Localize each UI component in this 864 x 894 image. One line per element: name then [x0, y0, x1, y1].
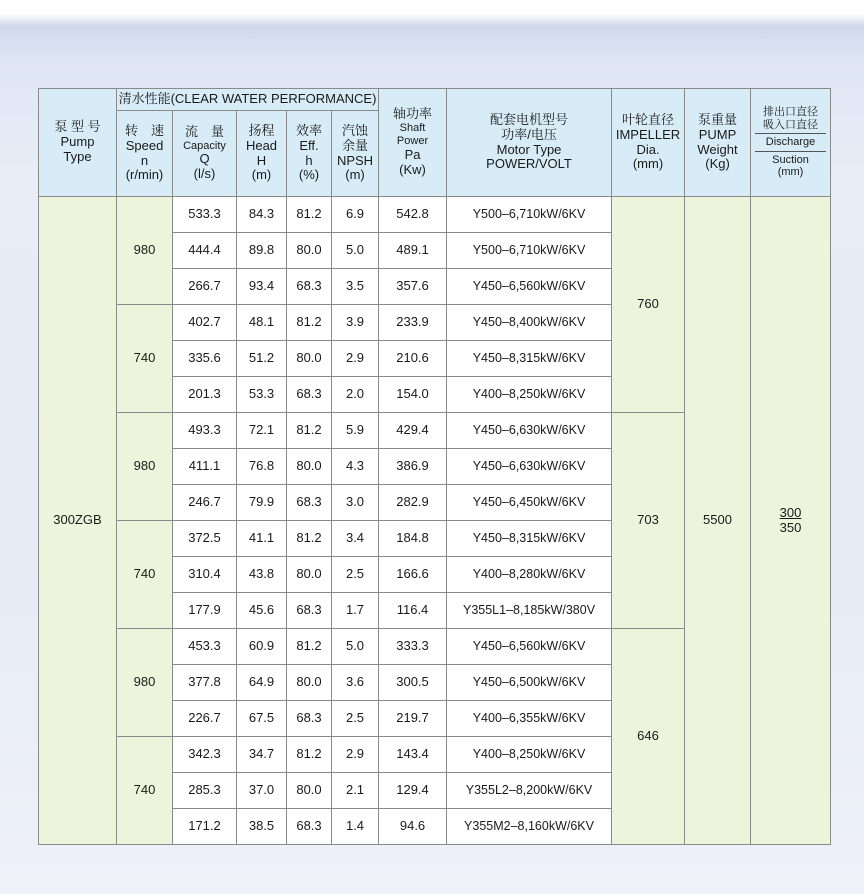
shaft-power-cell: 210.6: [379, 341, 447, 377]
npsh-cell: 2.5: [332, 557, 379, 593]
efficiency-cell: 68.3: [287, 701, 332, 737]
head-cell: 84.3: [237, 197, 287, 233]
head-cell: 38.5: [237, 809, 287, 845]
efficiency-cell: 68.3: [287, 377, 332, 413]
npsh-cell: 1.7: [332, 593, 379, 629]
head-cell: 64.9: [237, 665, 287, 701]
header-capacity: 流 量 Capacity Q (l/s): [173, 111, 237, 197]
motor-cell: Y355M2–8,160kW/6KV: [447, 809, 612, 845]
head-cell: 41.1: [237, 521, 287, 557]
impeller-cell: 703: [612, 413, 685, 629]
capacity-cell: 342.3: [173, 737, 237, 773]
pump-type-cell: 300ZGB: [39, 197, 117, 845]
capacity-cell: 377.8: [173, 665, 237, 701]
impeller-cell: 760: [612, 197, 685, 413]
efficiency-cell: 81.2: [287, 305, 332, 341]
header-discharge-suction: 排出口直径 吸入口直径 Discharge Suction (mm): [751, 89, 831, 197]
efficiency-cell: 80.0: [287, 557, 332, 593]
discharge-value: 300: [779, 504, 802, 520]
shaft-power-cell: 542.8: [379, 197, 447, 233]
efficiency-cell: 80.0: [287, 773, 332, 809]
shaft-power-cell: 300.5: [379, 665, 447, 701]
efficiency-cell: 68.3: [287, 485, 332, 521]
capacity-cell: 411.1: [173, 449, 237, 485]
capacity-cell: 493.3: [173, 413, 237, 449]
capacity-cell: 310.4: [173, 557, 237, 593]
capacity-cell: 201.3: [173, 377, 237, 413]
efficiency-cell: 81.2: [287, 521, 332, 557]
efficiency-cell: 68.3: [287, 809, 332, 845]
efficiency-cell: 81.2: [287, 413, 332, 449]
npsh-cell: 5.9: [332, 413, 379, 449]
head-cell: 89.8: [237, 233, 287, 269]
motor-cell: Y400–6,355kW/6KV: [447, 701, 612, 737]
npsh-cell: 2.9: [332, 737, 379, 773]
shaft-power-cell: 489.1: [379, 233, 447, 269]
shaft-power-cell: 184.8: [379, 521, 447, 557]
motor-cell: Y450–6,630kW/6KV: [447, 413, 612, 449]
head-cell: 79.9: [237, 485, 287, 521]
motor-cell: Y450–8,315kW/6KV: [447, 341, 612, 377]
motor-cell: Y400–8,250kW/6KV: [447, 377, 612, 413]
motor-cell: Y400–8,280kW/6KV: [447, 557, 612, 593]
suction-value: 350: [779, 519, 802, 535]
motor-cell: Y355L1–8,185kW/380V: [447, 593, 612, 629]
table-header: [39, 89, 831, 197]
motor-cell: Y450–6,560kW/6KV: [447, 269, 612, 305]
efficiency-cell: 80.0: [287, 449, 332, 485]
efficiency-cell: 81.2: [287, 737, 332, 773]
speed-cell: 980: [117, 629, 173, 737]
motor-cell: Y355L2–8,200kW/6KV: [447, 773, 612, 809]
efficiency-cell: 81.2: [287, 197, 332, 233]
npsh-cell: 3.0: [332, 485, 379, 521]
discharge-suction-cell: [751, 197, 831, 845]
header-motor: 配套电机型号 功率/电压 Motor Type POWER/VOLT: [447, 89, 612, 197]
header-npsh: 汽蚀 余量 NPSH (m): [332, 111, 379, 197]
efficiency-cell: 80.0: [287, 665, 332, 701]
capacity-cell: 285.3: [173, 773, 237, 809]
motor-cell: Y450–6,500kW/6KV: [447, 665, 612, 701]
head-cell: 45.6: [237, 593, 287, 629]
motor-cell: Y450–6,450kW/6KV: [447, 485, 612, 521]
table-body: [39, 197, 831, 845]
capacity-cell: 266.7: [173, 269, 237, 305]
pump-spec-table: [38, 88, 831, 845]
npsh-cell: 1.4: [332, 809, 379, 845]
head-cell: 48.1: [237, 305, 287, 341]
efficiency-cell: 80.0: [287, 233, 332, 269]
npsh-cell: 5.0: [332, 629, 379, 665]
weight-cell: 5500: [685, 197, 751, 845]
impeller-cell: 646: [612, 629, 685, 845]
shaft-power-cell: 94.6: [379, 809, 447, 845]
motor-cell: Y450–6,560kW/6KV: [447, 629, 612, 665]
npsh-cell: 3.6: [332, 665, 379, 701]
motor-cell: Y500–6,710kW/6KV: [447, 233, 612, 269]
head-cell: 60.9: [237, 629, 287, 665]
shaft-power-cell: 357.6: [379, 269, 447, 305]
head-cell: 34.7: [237, 737, 287, 773]
npsh-cell: 2.0: [332, 377, 379, 413]
head-cell: 76.8: [237, 449, 287, 485]
speed-cell: 740: [117, 737, 173, 845]
capacity-cell: 453.3: [173, 629, 237, 665]
efficiency-cell: 80.0: [287, 341, 332, 377]
motor-cell: Y450–8,400kW/6KV: [447, 305, 612, 341]
header-impeller: 叶轮直径 IMPELLER Dia. (mm): [612, 89, 685, 197]
head-cell: 67.5: [237, 701, 287, 737]
shaft-power-cell: 386.9: [379, 449, 447, 485]
capacity-cell: 171.2: [173, 809, 237, 845]
shaft-power-cell: 333.3: [379, 629, 447, 665]
motor-cell: Y500–6,710kW/6KV: [447, 197, 612, 233]
shaft-power-cell: 143.4: [379, 737, 447, 773]
head-cell: 53.3: [237, 377, 287, 413]
top-band: [0, 0, 864, 14]
shaft-power-cell: 233.9: [379, 305, 447, 341]
capacity-cell: 372.5: [173, 521, 237, 557]
header-shaft-power: 轴功率 Shaft Power Pa (Kw): [379, 89, 447, 197]
npsh-cell: 2.1: [332, 773, 379, 809]
motor-cell: Y450–6,630kW/6KV: [447, 449, 612, 485]
head-cell: 37.0: [237, 773, 287, 809]
capacity-cell: 177.9: [173, 593, 237, 629]
capacity-cell: 246.7: [173, 485, 237, 521]
shaft-power-cell: 429.4: [379, 413, 447, 449]
shaft-power-cell: 116.4: [379, 593, 447, 629]
shaft-power-cell: 129.4: [379, 773, 447, 809]
capacity-cell: 226.7: [173, 701, 237, 737]
head-cell: 93.4: [237, 269, 287, 305]
header-weight: 泵重量 PUMP Weight (Kg): [685, 89, 751, 197]
header-performance: 清水性能(CLEAR WATER PERFORMANCE): [117, 89, 379, 111]
motor-cell: Y450–8,315kW/6KV: [447, 521, 612, 557]
efficiency-cell: 68.3: [287, 593, 332, 629]
capacity-cell: 533.3: [173, 197, 237, 233]
npsh-cell: 2.9: [332, 341, 379, 377]
capacity-cell: 335.6: [173, 341, 237, 377]
npsh-cell: 2.5: [332, 701, 379, 737]
npsh-cell: 3.4: [332, 521, 379, 557]
capacity-cell: 444.4: [173, 233, 237, 269]
speed-cell: 980: [117, 197, 173, 305]
npsh-cell: 5.0: [332, 233, 379, 269]
speed-cell: 980: [117, 413, 173, 521]
shaft-power-cell: 154.0: [379, 377, 447, 413]
head-cell: 43.8: [237, 557, 287, 593]
header-head: 扬程 Head H (m): [237, 111, 287, 197]
efficiency-cell: 81.2: [287, 629, 332, 665]
shaft-power-cell: 282.9: [379, 485, 447, 521]
header-efficiency: 效率 Eff. h (%): [287, 111, 332, 197]
npsh-cell: 3.9: [332, 305, 379, 341]
head-cell: 72.1: [237, 413, 287, 449]
capacity-cell: 402.7: [173, 305, 237, 341]
shaft-power-cell: 219.7: [379, 701, 447, 737]
header-speed: 转 速 Speed n (r/min): [117, 111, 173, 197]
npsh-cell: 3.5: [332, 269, 379, 305]
head-cell: 51.2: [237, 341, 287, 377]
header-pump-type: 泵 型 号 Pump Type: [39, 89, 117, 197]
shaft-power-cell: 166.6: [379, 557, 447, 593]
efficiency-cell: 68.3: [287, 269, 332, 305]
speed-cell: 740: [117, 305, 173, 413]
npsh-cell: 6.9: [332, 197, 379, 233]
table-row: [39, 197, 831, 233]
motor-cell: Y400–8,250kW/6KV: [447, 737, 612, 773]
speed-cell: 740: [117, 521, 173, 629]
npsh-cell: 4.3: [332, 449, 379, 485]
